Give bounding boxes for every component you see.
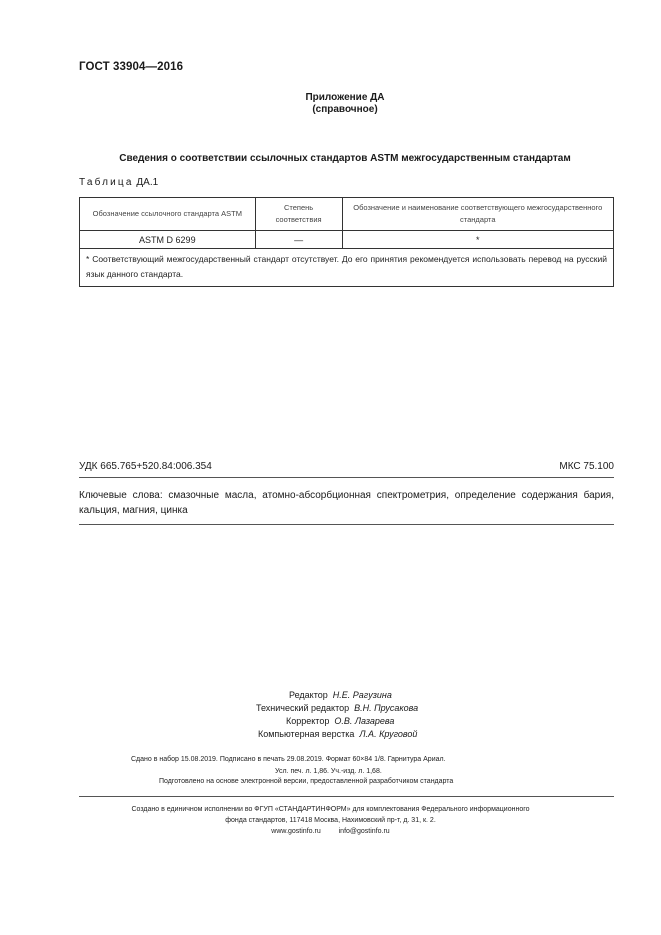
appendix-note: (справочное) [312,104,378,115]
publisher-line-2: фонда стандартов, 117418 Москва, Нахимовский пр-т, д. 31, к. 2. [225,817,436,824]
table-header-row [80,198,614,231]
appendix-title: Приложение ДА [305,92,385,103]
document-code: ГОСТ 33904—2016 [79,61,184,73]
header-degree-of-conformity: Степень соответствия [255,198,342,231]
correspondence-table [79,197,614,287]
table-footnote-row [80,249,614,287]
mks-code: МКС 75.100 [559,461,614,472]
table-caption [79,177,158,188]
divider-publisher [79,796,614,797]
publisher-email-link[interactable]: info@gostinfo.ru [338,828,390,835]
cell-degree-of-conformity: — [255,231,342,249]
publisher-line-1: Создано в единичном исполнении во ФГУП «СТАНДАРТИНФОРМ» для комплектования Федерального информационного [131,806,530,813]
divider-bottom [79,524,614,525]
imprint-line-2: Усл. печ. л. 1,86. Уч.-изд. л. 1,68. [275,768,382,775]
publisher-contacts [0,828,661,835]
udk-code: УДК 665.765+520.84:006.354 [79,461,212,472]
table-footnote: * Соответствующий межгосударственный стандарт отсутствует. До его принятия рекомендуется использовать перевод на русский язык данного стандарта. [80,249,614,287]
keywords: Ключевые слова: смазочные масла, атомно-абсорбционная спектрометрия, определение содержания бария, кальция, магния, цинка [79,490,614,516]
cell-interstate-standard: * [342,231,613,249]
imprint-line-3: Подготовлено на основе электронной версии, предоставленной разработчиком стандарта [159,778,454,785]
divider-top [79,477,614,478]
header-interstate-standard: Обозначение и наименование соответствующего межгосударственного стандарта [342,198,613,231]
credit-proofreader: Корректор О.В. Лазарева [286,716,395,726]
cell-astm-designation: ASTM D 6299 [80,231,256,249]
section-title: Сведения о соответствии ссылочных стандартов ASTM межгосударственным стандартам [119,153,571,164]
imprint-line-1: Сдано в набор 15.08.2019. Подписано в печать 29.08.2019. Формат 60×84 1/8. Гарнитура Ариал. [131,756,446,763]
table-caption-prefix: Таблица [79,177,134,188]
publisher-website-link[interactable]: www.gostinfo.ru [271,828,321,835]
credit-layout: Компьютерная верстка Л.А. Круговой [258,729,418,739]
header-astm-designation: Обозначение ссылочного стандарта ASTM [80,198,256,231]
table-row [80,231,614,249]
table-caption-number: ДА.1 [136,177,159,188]
credit-editor: Редактор Н.Е. Рагузина [289,690,392,700]
credit-technical-editor: Технический редактор В.Н. Прусакова [256,703,419,713]
